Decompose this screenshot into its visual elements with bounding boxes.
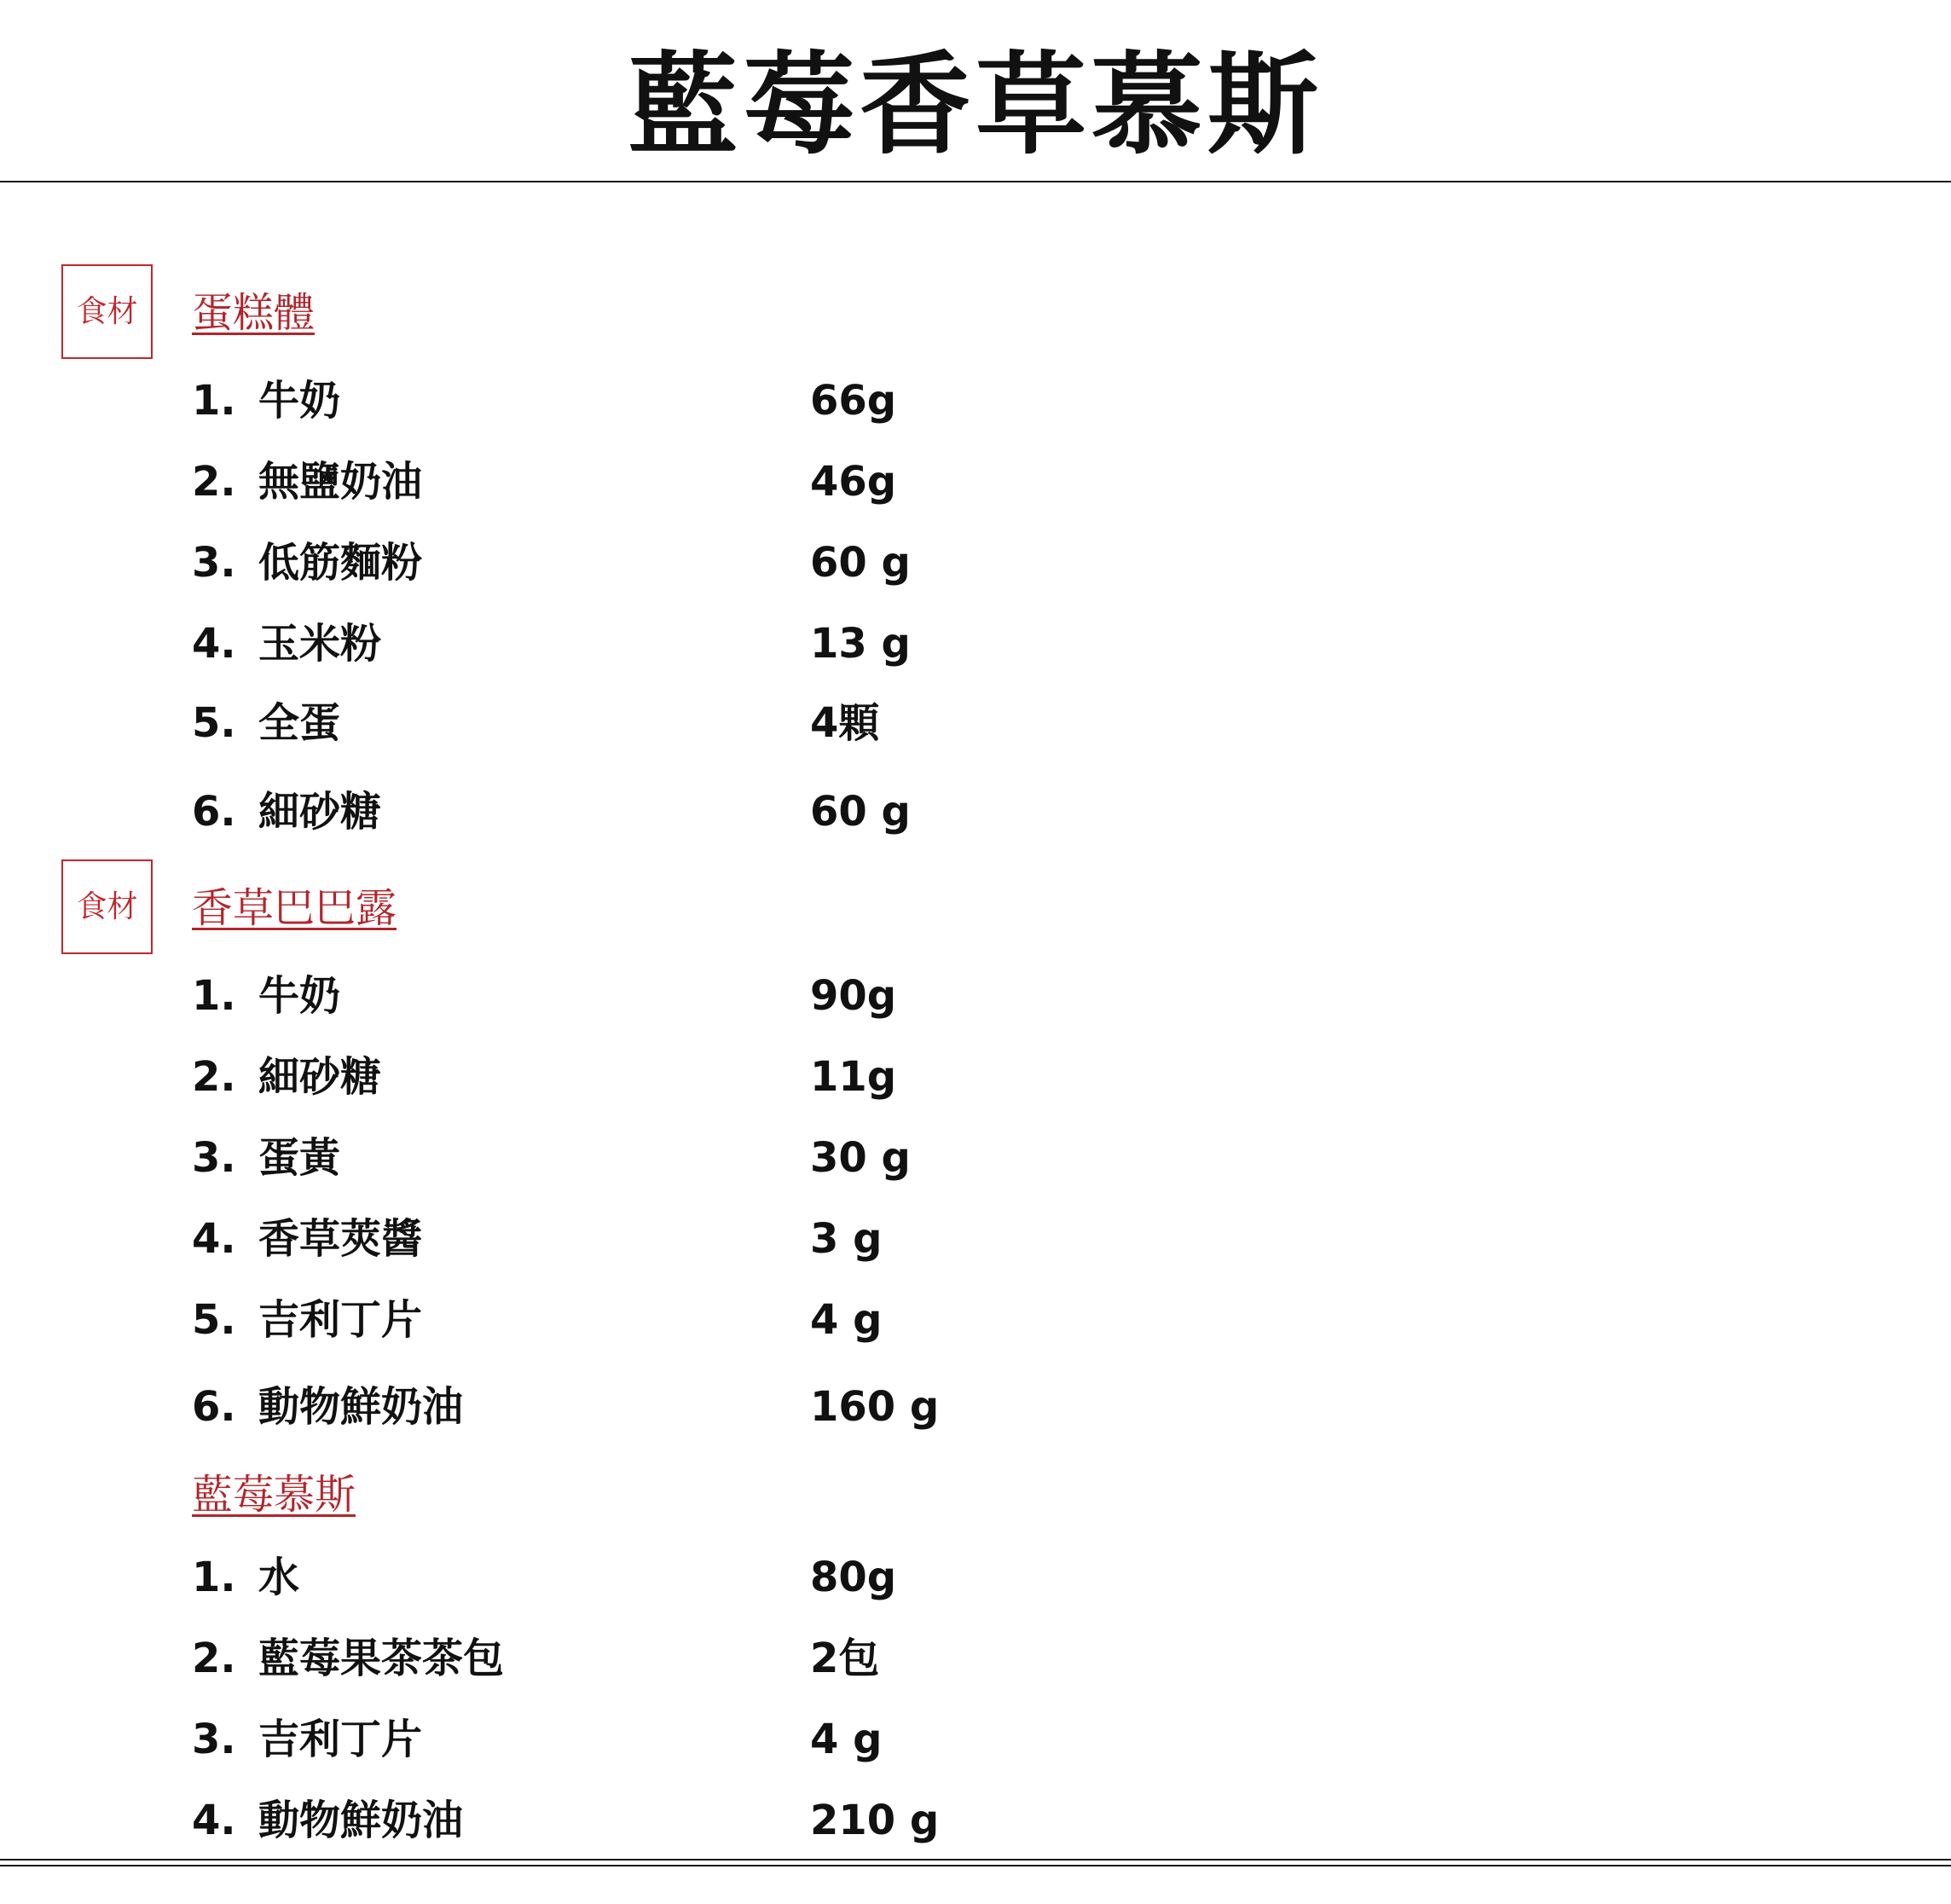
ingredient-number: 3. xyxy=(192,1134,236,1182)
ingredient-name: 動物鮮奶油 xyxy=(258,1383,464,1431)
ingredient-amount: 4 g xyxy=(810,1296,883,1344)
ingredient-amount: 80g xyxy=(810,1554,897,1601)
ingredient-name: 無鹽奶油 xyxy=(258,458,423,506)
bottom-divider xyxy=(0,1859,1951,1866)
ingredient-amount: 4顆 xyxy=(810,699,880,747)
ingredient-number: 1. xyxy=(192,1554,236,1601)
ingredient-number: 4. xyxy=(192,1215,236,1263)
ingredient-amount: 46g xyxy=(810,458,897,506)
ingredient-name: 動物鮮奶油 xyxy=(258,1797,464,1844)
ingredient-number: 6. xyxy=(192,788,236,836)
ingredient-amount: 13 g xyxy=(810,620,911,668)
ingredient-amount: 210 g xyxy=(810,1797,940,1844)
ingredient-number: 2. xyxy=(192,458,236,506)
ingredient-name: 蛋黃 xyxy=(258,1134,341,1182)
ingredient-name: 水 xyxy=(258,1554,300,1601)
ingredient-name: 低筋麵粉 xyxy=(258,539,423,587)
ingredient-amount: 90g xyxy=(810,972,897,1020)
ingredient-number: 1. xyxy=(192,377,236,425)
ingredient-name: 玉米粉 xyxy=(258,620,382,668)
ingredient-amount: 160 g xyxy=(810,1383,940,1431)
title-divider xyxy=(0,181,1951,182)
ingredient-name: 香草莢醬 xyxy=(258,1215,423,1263)
section-heading-blueberry-mousse: 藍莓慕斯 xyxy=(192,1471,356,1519)
ingredient-amount: 60 g xyxy=(810,788,911,836)
ingredient-number: 5. xyxy=(192,699,236,747)
ingredient-amount: 60 g xyxy=(810,539,911,587)
ingredient-name: 吉利丁片 xyxy=(258,1296,423,1344)
ingredient-number: 5. xyxy=(192,1296,236,1344)
ingredient-number: 3. xyxy=(192,1716,236,1763)
ingredient-amount: 3 g xyxy=(810,1215,883,1263)
ingredient-name: 牛奶 xyxy=(258,972,341,1020)
ingredient-amount: 4 g xyxy=(810,1716,883,1763)
ingredient-name: 細砂糖 xyxy=(258,788,382,836)
ingredient-name: 牛奶 xyxy=(258,377,341,425)
ingredient-name: 吉利丁片 xyxy=(258,1716,423,1763)
ingredient-number: 3. xyxy=(192,539,236,587)
ingredients-badge: 食材 xyxy=(61,859,153,954)
ingredient-number: 6. xyxy=(192,1383,236,1431)
section-heading-cake: 蛋糕體 xyxy=(192,289,316,337)
ingredient-amount: 2包 xyxy=(810,1635,880,1682)
ingredient-name: 藍莓果茶茶包 xyxy=(258,1635,505,1682)
section-heading-vanilla-bavarois: 香草巴巴露 xyxy=(192,884,397,932)
ingredient-amount: 66g xyxy=(810,377,897,425)
ingredient-number: 4. xyxy=(192,620,236,668)
ingredient-amount: 11g xyxy=(810,1053,897,1101)
ingredients-badge: 食材 xyxy=(61,264,153,359)
ingredient-amount: 30 g xyxy=(810,1134,911,1182)
ingredient-name: 細砂糖 xyxy=(258,1053,382,1101)
page-title: 藍莓香草慕斯 xyxy=(627,40,1323,170)
ingredient-number: 2. xyxy=(192,1635,236,1682)
ingredient-number: 2. xyxy=(192,1053,236,1101)
ingredient-number: 1. xyxy=(192,972,236,1020)
ingredient-name: 全蛋 xyxy=(258,699,341,747)
ingredient-number: 4. xyxy=(192,1797,236,1844)
